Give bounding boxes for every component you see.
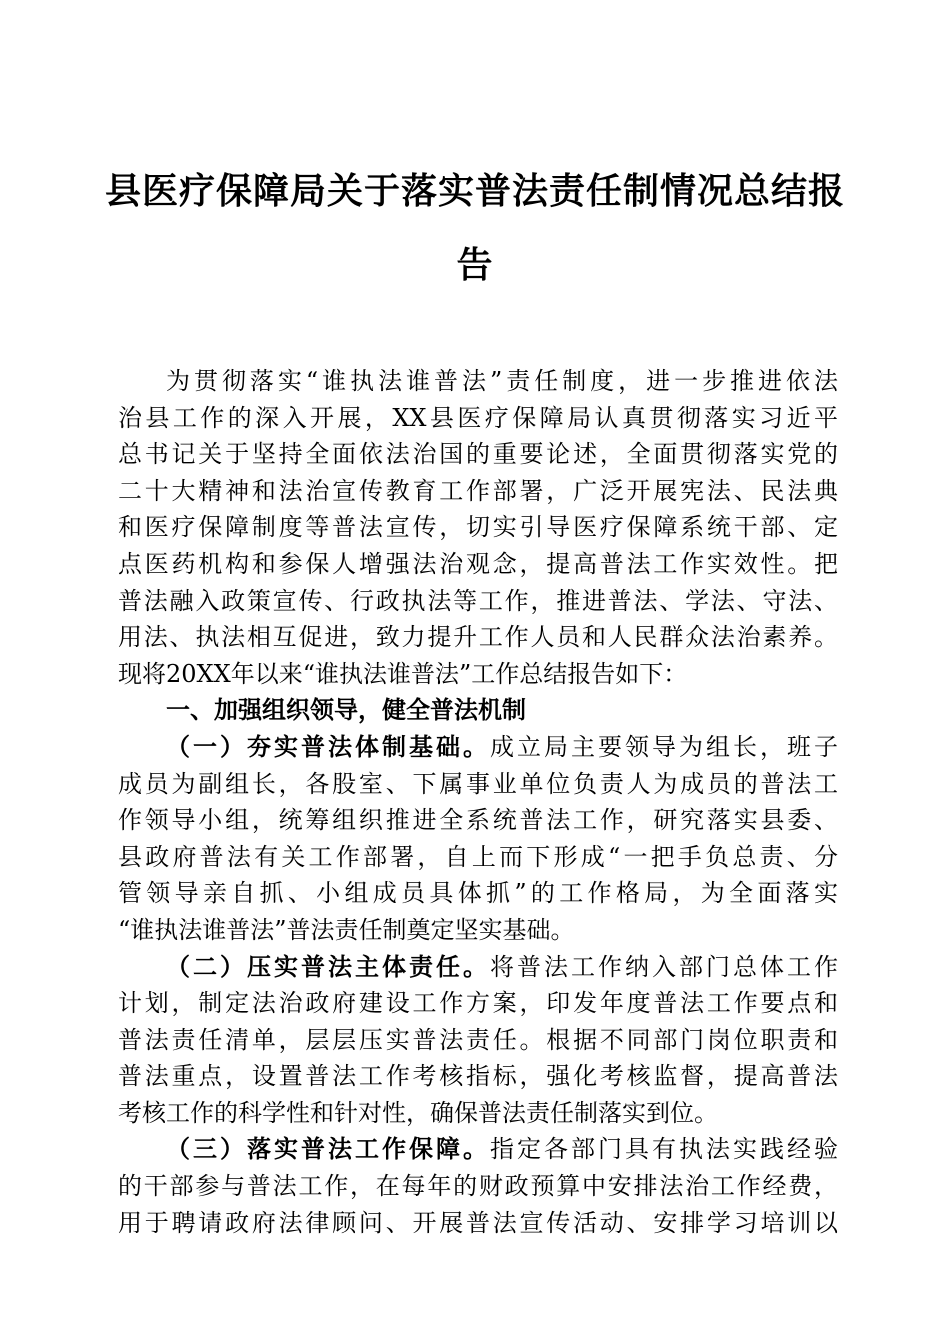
paragraph-line: 治县工作的深入开展，XX县医疗保障局认真贯彻落实习近平 bbox=[118, 403, 838, 432]
subsection-lead: （三）落实普法工作保障。 bbox=[166, 1134, 490, 1164]
paragraph-line: “谁执法谁普法”普法责任制奠定坚实基础。 bbox=[118, 915, 575, 944]
subsection-lead: （二）压实普法主体责任。 bbox=[166, 951, 490, 981]
paragraph-line: 用法、执法相互促进，致力提升工作人员和人民群众法治素养。 bbox=[118, 623, 838, 652]
paragraph-line bbox=[118, 1131, 838, 1168]
paragraph-line: 现将20XX年以来“谁执法谁普法”工作总结报告如下： bbox=[118, 659, 688, 688]
document-title-line-2: 告 bbox=[456, 245, 494, 286]
paragraph-line: 为贯彻落实“谁执法谁普法”责任制度，进一步推进依法 bbox=[166, 367, 838, 395]
paragraph-line: 普法责任清单，层层压实普法责任。根据不同部门岗位职责和 bbox=[118, 1025, 838, 1054]
paragraph-line: 普法融入政策宣传、行政执法等工作，推进普法、学法、守法、 bbox=[118, 586, 838, 615]
paragraph-line: 普法重点，设置普法工作考核指标，强化考核监督，提高普法 bbox=[118, 1062, 838, 1091]
subsection-lead: （一）夯实普法体制基础。 bbox=[166, 731, 490, 761]
subsection-text: 指定各部门具有执法实践经验 bbox=[490, 1135, 838, 1164]
subsection-text: 成立局主要领导为组长，班子 bbox=[490, 732, 838, 761]
paragraph-line: 的干部参与普法工作，在每年的财政预算中安排法治工作经费， bbox=[118, 1172, 838, 1201]
paragraph-line: 作领导小组，统筹组织推进全系统普法工作，研究落实县委、 bbox=[118, 806, 838, 835]
paragraph-line: 计划，制定法治政府建设工作方案，印发年度普法工作要点和 bbox=[118, 989, 838, 1018]
paragraph-line: 用于聘请政府法律顾问、开展普法宣传活动、安排学习培训以 bbox=[118, 1208, 838, 1237]
paragraph-line: 考核工作的科学性和针对性，确保普法责任制落实到位。 bbox=[118, 1098, 718, 1127]
paragraph-line: 和医疗保障制度等普法宣传，切实引导医疗保障系统干部、定 bbox=[118, 513, 838, 542]
paragraph-line: 总书记关于坚持全面依法治国的重要论述，全面贯彻落实党的 bbox=[118, 440, 838, 469]
paragraph-line bbox=[118, 729, 838, 766]
paragraph-line: 点医药机构和参保人增强法治观念，提高普法工作实效性。把 bbox=[118, 549, 838, 578]
paragraph-line: 二十大精神和法治宣传教育工作部署，广泛开展宪法、民法典 bbox=[118, 476, 838, 505]
paragraph-line: 管领导亲自抓、小组成员具体抓”的工作格局，为全面落实 bbox=[118, 879, 838, 908]
paragraph-line: 县政府普法有关工作部署，自上而下形成“一把手负总责、分 bbox=[118, 842, 838, 871]
document-body bbox=[118, 363, 838, 1241]
section-heading: 一、加强组织领导，健全普法机制 bbox=[166, 696, 526, 725]
subsection-text: 将普法工作纳入部门总体工作 bbox=[490, 952, 838, 981]
document-title-line-1: 县医疗保障局关于落实普法责任制情况总结报 bbox=[104, 171, 845, 212]
paragraph-line bbox=[118, 949, 838, 986]
paragraph-line: 成员为副组长，各股室、下属事业单位负责人为成员的普法工 bbox=[118, 769, 838, 798]
